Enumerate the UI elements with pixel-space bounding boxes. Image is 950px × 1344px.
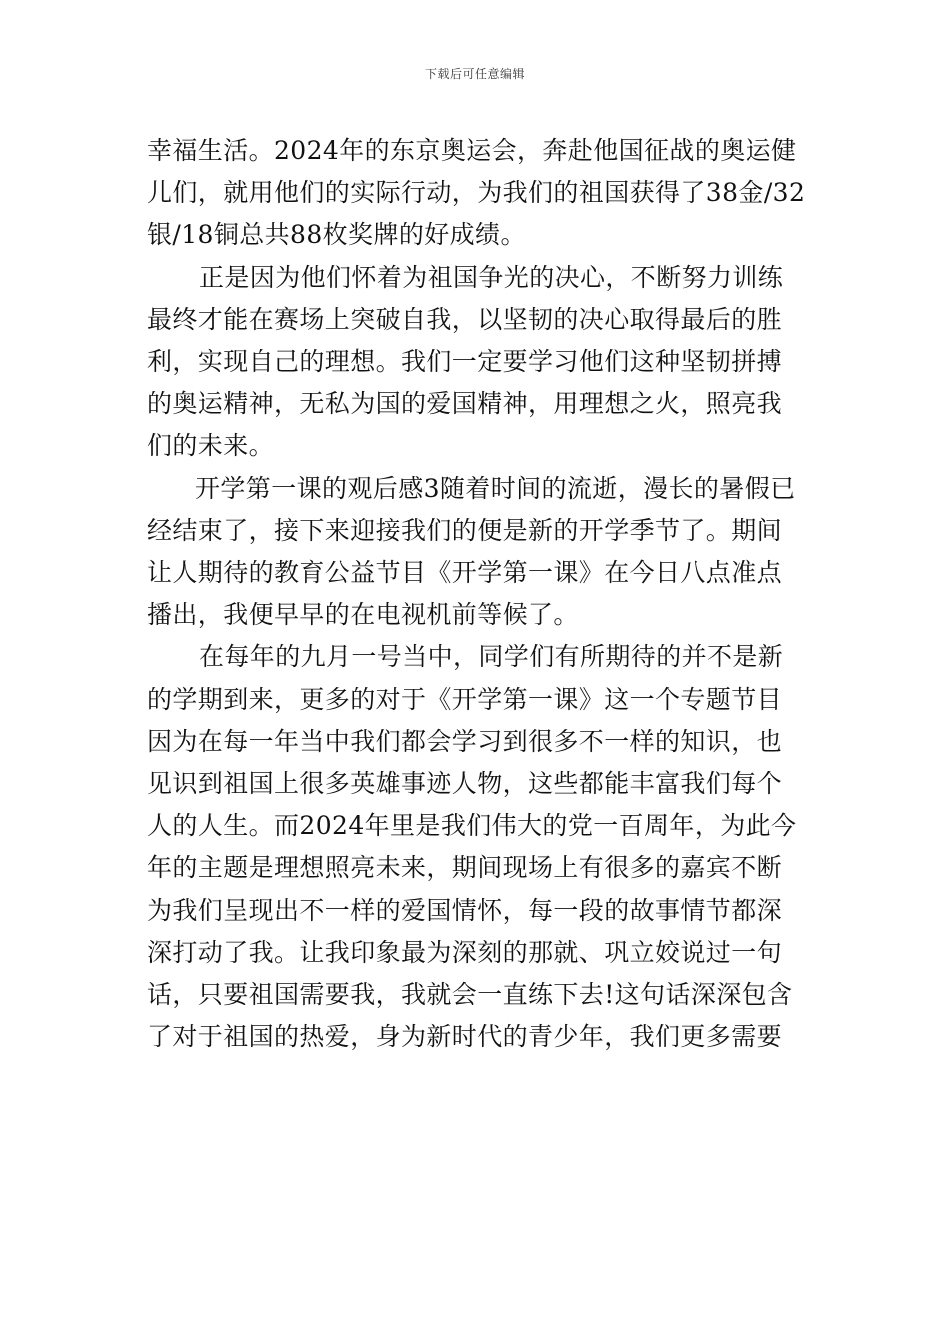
text-line: 见识到祖国上很多英雄事迹人物，这些都能丰富我们每个 [147, 769, 783, 799]
text-line: 年的主题是理想照亮未来，期间现场上有很多的嘉宾不断 [147, 853, 783, 883]
page-header: 下载后可任意编辑 [424, 67, 525, 81]
text-line: 因为在每一年当中我们都会学习到很多不一样的知识，也 [147, 726, 783, 756]
document-body [147, 130, 807, 1058]
text-line: 最终才能在赛场上突破自我，以坚韧的决心取得最后的胜 [147, 304, 783, 334]
text-line: 让人期待的教育公益节目《开学第一课》在今日八点准点 [147, 558, 783, 588]
text-line: 银/18铜总共88枚奖牌的好成绩。 [147, 220, 526, 250]
paragraph-4 [147, 636, 807, 1058]
paragraph-3 [147, 468, 807, 637]
text-line: 幸福生活。2024年的东京奥运会，奔赴他国征战的奥运健 [147, 136, 797, 165]
text-line: 利，实现自己的理想。我们一定要学习他们这种坚韧拼搏 [147, 347, 783, 377]
text-line: 儿们，就用他们的实际行动，为我们的祖国获得了38金/32 [147, 178, 806, 208]
text-line: 了对于祖国的热爱，身为新时代的青少年，我们更多需要 [147, 1022, 783, 1052]
text-line: 话，只要祖国需要我，我就会一直练下去!这句话深深包含 [147, 980, 793, 1010]
text-line: 播出，我便早早的在电视机前等候了。 [147, 600, 579, 630]
text-line: 的学期到来，更多的对于《开学第一课》这一个专题节目 [147, 684, 783, 714]
text-line: 开学第一课的观后感3随着时间的流逝，漫长的暑假已 [195, 473, 796, 503]
text-line: 在每年的九月一号当中，同学们有所期待的并不是新 [199, 642, 784, 672]
paragraph-2 [147, 257, 807, 468]
text-line: 经结束了，接下来迎接我们的便是新的开学季节了。期间 [147, 515, 783, 545]
text-line: 的奥运精神，无私为国的爱国精神，用理想之火，照亮我 [147, 389, 783, 419]
text-line: 正是因为他们怀着为祖国争光的决心，不断努力训练 [199, 262, 784, 292]
text-line: 人的人生。而2024年里是我们伟大的党一百周年，为此今 [147, 811, 797, 841]
text-line: 们的未来。 [147, 431, 275, 461]
paragraph-1 [147, 130, 807, 257]
text-line: 深打动了我。让我印象最为深刻的那就、巩立姣说过一句 [147, 937, 783, 967]
text-line: 为我们呈现出不一样的爱国情怀，每一段的故事情节都深 [147, 895, 783, 925]
